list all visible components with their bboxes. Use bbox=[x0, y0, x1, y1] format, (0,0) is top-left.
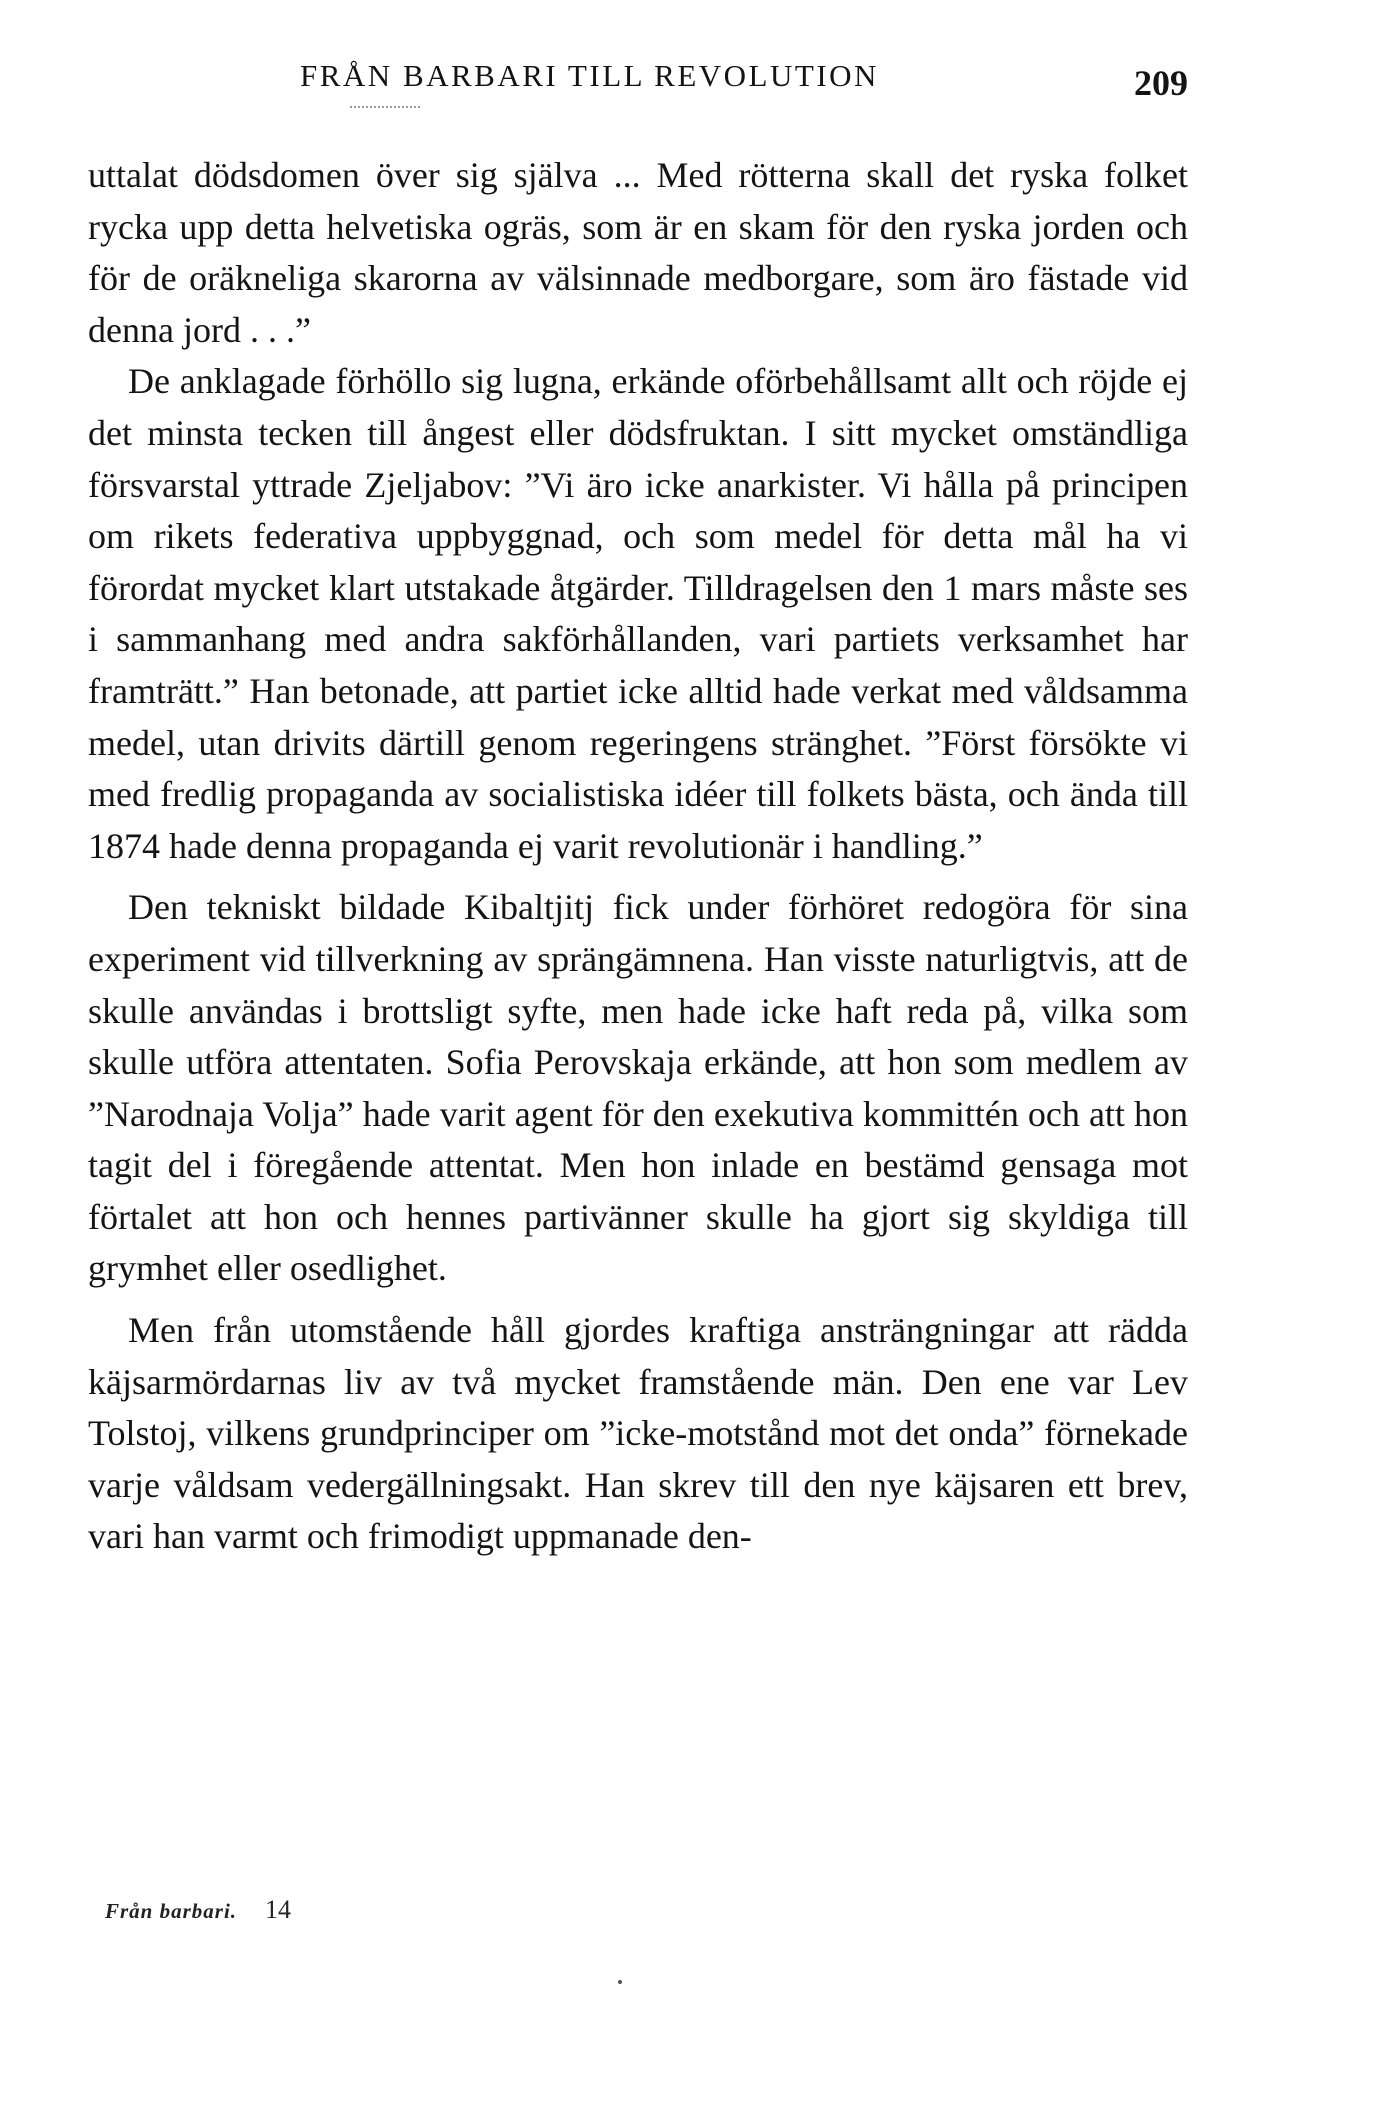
signature-number: 14 bbox=[265, 1895, 292, 1924]
paragraph-4: Men från utomstående håll gjordes kraftiga ansträngningar att rädda käjsarmördarnas liv av två mycket framstående män. Den ene var Lev Tolstoj, vilkens grundprinciper om ”icke-motstånd mot det onda” förnekade varje våldsam vedergällningsakt. Han skrev till den nye käjsaren ett brev, vari han varmt och frimodigt uppmanade den- bbox=[88, 1310, 1188, 1557]
paragraph-2: De anklagade förhöllo sig lugna, erkände oförbehållsamt allt och röjde ej det minsta tecken till ångest eller dödsfruktan. I sitt mycket omständliga försvarstal yttrade Zjeljabov: ”Vi äro icke anarkister. Vi hålla på principen om rikets federativa uppbyggnad, och som medel för detta mål ha vi förordat mycket klart utstakade åtgärder. Tilldragelsen den 1 mars måste ses i sammanhang med andra sakförhållanden, vari partiets verksamhet har framträtt.” Han betonade, att partiet icke alltid hade verkat med våldsamma medel, utan drivits därtill genom regeringens stränghet. ”Först försökte vi med fredlig propaganda av socialistiska idéer till folkets bästa, och ända till 1874 hade denna propaganda ej varit revolutionär i handling.” bbox=[88, 361, 1188, 866]
paragraph-1: uttalat dödsdomen över sig själva ... Med rötterna skall det ryska folket rycka upp detta helvetiska ogräs, som är en skam för den ryska jorden och för de oräkneliga skarorna av välsinnade medborgare, som äro fästade vid denna jord . . .” bbox=[88, 155, 1188, 350]
header-ornament bbox=[350, 106, 420, 108]
print-speck bbox=[618, 1980, 622, 1984]
running-head bbox=[88, 58, 1188, 118]
running-title: FRÅN BARBARI TILL REVOLUTION bbox=[300, 58, 879, 93]
paragraph-3: Den tekniskt bildade Kibaltjitj fick under förhöret redogöra för sina experiment vid tillverkning av sprängämnena. Han visste naturligtvis, att de skulle användas i brottsligt syfte, men hade icke haft reda på, vilka som skulle utföra attentaten. Sofia Perovskaja erkände, att hon som medlem av ”Narodnaja Volja” hade varit agent för den exekutiva kommittén och att hon tagit del i föregående attentat. Men hon inlade en bestämd gensaga mot förtalet att hon och hennes partivänner skulle ha gjort sig skyldiga till grymhet eller osedlighet. bbox=[88, 887, 1188, 1289]
body-text bbox=[88, 150, 1188, 1563]
page-number: 209 bbox=[1134, 63, 1188, 103]
signature-mark bbox=[105, 1895, 291, 1925]
signature-text: Från barbari. bbox=[105, 1899, 238, 1923]
